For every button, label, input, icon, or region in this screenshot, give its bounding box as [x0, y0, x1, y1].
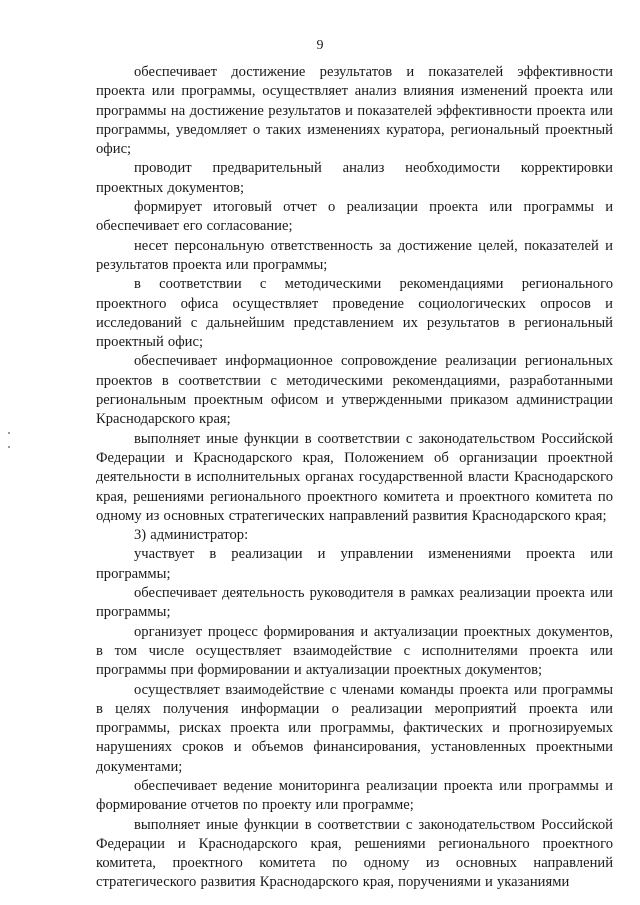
paragraph-2: проводит предварительный анализ необходимости корректировки проектных документов;	[96, 160, 613, 196]
paragraph-12: осуществляет взаимодействие с членами команды проекта или программы в целях получения информации о реализации мероприятий проекта или программы, рисках проекта или программы, фактических и прогнозируемых нарушениях сроков и объемов финансирования, установленных проектными документами;	[96, 681, 613, 775]
paragraph-4: несет персональную ответственность за достижение целей, показателей и результатов проекта или программы;	[96, 237, 613, 273]
paragraph-9: участвует в реализации и управлении изменениями проекта или программы;	[96, 546, 613, 582]
paragraph-7: выполняет иные функции в соответствии с законодательством Российской Федерации и Краснодарского края, Положением об организации проектной деятельности в исполнительных органах государственной власти Краснодарского края, решениями регионального проектного комитета и проектного комитета по одному из основных стратегических направлений развития Краснодарского края;	[96, 430, 613, 524]
page-number: 9	[316, 38, 324, 53]
paragraph-14: выполняет иные функции в соответствии с законодательством Российской Федерации и Краснодарского края, решениями регионального проектного комитета, проектного комитета по одному из основных направлений стратегического развития Краснодарского края, поручениями и указаниями	[96, 816, 613, 891]
scan-mark	[8, 432, 10, 434]
paragraph-1: обеспечивает достижение результатов и показателей эффективности проекта или программы, осуществляет анализ влияния изменений проекта или программы на достижение результатов и показателей эффективности проекта или программы, уведомляет о таких изменениях куратора, региональный проектный офис;	[96, 64, 613, 158]
paragraph-5: в соответствии с методическими рекомендациями регионального проектного офиса осуществляет проведение социологических опросов и исследований с дальнейшим представлением их результатов в региональный проектный офис;	[96, 276, 613, 351]
scan-mark	[8, 446, 10, 448]
paragraph-13: обеспечивает ведение мониторинга реализации проекта или программы и формирование отчетов по проекту или программе;	[96, 777, 613, 814]
document-body	[96, 63, 613, 893]
section-heading-administrator: 3) администратор:	[134, 527, 249, 544]
paragraph-11: организует процесс формирования и актуализации проектных документов, в том числе осуществляет взаимодействие с исполнителями проекта или программы при формировании и актуализации проектных документов;	[96, 623, 613, 679]
paragraph-6: обеспечивает информационное сопровождение реализации региональных проектов в соответствии с методическими рекомендациями, разработанными региональным проектным офисом и утвержденными приказом администрации Краснодарского края;	[96, 353, 613, 428]
paragraph-3: формирует итоговый отчет о реализации проекта или программы и обеспечивает его согласование;	[96, 199, 613, 235]
paragraph-10: обеспечивает деятельность руководителя в рамках реализации проекта или программы;	[96, 585, 613, 621]
